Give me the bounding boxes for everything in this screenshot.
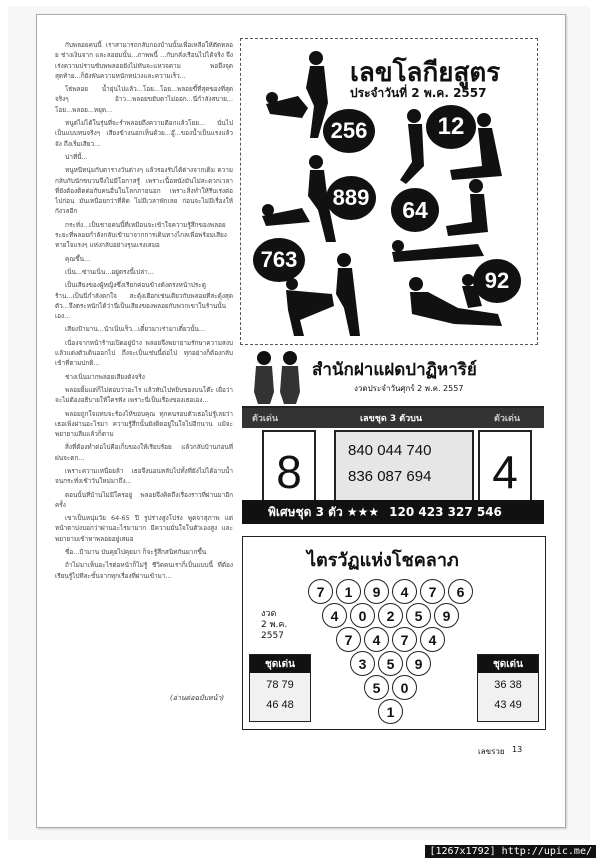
draw-label: งวด: [261, 609, 277, 619]
lucky-number-circle: 763: [253, 238, 305, 282]
right-featured-value: 43 49: [494, 699, 522, 711]
twins-label-band: [242, 408, 544, 428]
lucky-number-circle: 64: [391, 188, 439, 232]
article-paragraph: ช่างเนิ่นมากพลอยเสียงดังจริง: [65, 372, 145, 381]
number-ball: 9: [364, 579, 389, 604]
article-paragraph: เนิ่น...ซ่านเนิ่น...อยู่ตรงนี้เปล่า...: [65, 267, 154, 276]
number-ball: 2: [378, 603, 403, 628]
article-paragraph: หนูหนีหนุ่มกับตารางวันต่างๆ แล้วรองรับได้ต่างจากเดิม ความกลับกับนักขบวนจึงไม่มีโอกาสรู้ เพราะเนื้อหนังมันไม่สะดวกเวลา ที่ยังต้องติดต่อกับคนอื่นในโลกภายนอก เพราะสิ่งทำให้รีบเร่งต่อไปก่อน มันเหนื่อยกว่าที่คิด ไม่มีเวลาพักเลย ก่อนจะไม่มีเรื่องให้กังวลอีก: [55, 166, 233, 216]
continued-note: (อ่านต่อฉบับหน้า): [170, 694, 225, 702]
article-paragraph: เป็นเสียงของผู้หญิงซึ่งเรียกค่อนข้างดังตรงหน้าประตูร้าน...เป็นนี่กำลังตกใจ สะดุ้งเฮือกเช่นเดียวกับพลอยที่สะดุ้งสุดตัว...จึงตระหนักได้ว่านี่เป็นเสียงของพลอยกับพวกเขาในร้านนั้นเอง...: [55, 281, 233, 321]
number-ball: 7: [308, 579, 333, 604]
lucky-number-circle: 256: [323, 109, 375, 153]
right-featured-box: [477, 654, 539, 722]
twins-title: สำนักฝาแฝดปาฏิหาริย์: [312, 360, 477, 380]
article-text: [55, 40, 233, 710]
number-ball: 4: [392, 579, 417, 604]
number-ball: 1: [378, 699, 403, 724]
left-featured-value: 46 48: [266, 699, 294, 711]
article-paragraph: ถ้าไม่มาเห็นอะไรต่อหน้าก็ไม่รู้ ชีวิตคนเราก็เป็นแบบนี้ ที่ต้องเรียนรู้ไปทีละขั้นจากทุกเรื่องที่ผ่านเข้ามา...: [55, 561, 233, 580]
number-ball: 5: [378, 651, 403, 676]
lucky-number-circle: 12: [426, 105, 476, 149]
fortune-title: ไตรวัฏแห่งโชคลาภ: [307, 550, 459, 571]
digit-set-1: 840 044 740: [348, 442, 432, 459]
article-paragraph: เสียงป้ามาน...น้าเนิ่นเร็ว...เดี๋ยวมาเร่ามาเดี๋ยวนั้น...: [65, 325, 206, 334]
number-ball: 9: [434, 603, 459, 628]
article-paragraph: เนื่องจากหน้าร้านเปิดอยู่บ้าง พลอยจึงพยายามรักษาความสงบ แล้วแต่งตัวเดินออกไป ถึงจะเป็นเช่นนี้ต่อไป ทุกอย่างก็ต้องกลับเข้าที่ตามปกติ...: [55, 338, 233, 368]
article-paragraph: ตอนนั้นที่บ้านไม่มีใครอยู่ พลอยจึงคิดถึงเรื่องราวที่ผ่านมาอีกครั้ง: [55, 490, 233, 509]
article-paragraph: พลอยถูกใจแทบจะร้องไห้ขอบคุณ ทุกคนรอบตัวเธอไม่รู้เลยว่าเธอเพิ่งผ่านอะไรมา ความรู้สึกนั้นยังติดอยู่ในใจไปอีกนาน แม้จะพยายามลืมแล้วก็ตาม: [55, 409, 233, 439]
twins-subtitle: งวดประจำวันศุกร์ 2 พ.ค. 2557: [354, 384, 464, 393]
article-paragraph: พลอยยิ้มแต่ก็ไม่ตอบว่าอะไร แล้วหันไปหยิบของบนโต๊ะ เผื่อว่าจะไม่ต้องอธิบายให้ใครฟัง เพราะนี่เป็นเรื่องของเธอเอง...: [55, 385, 233, 405]
special-set-bar: [242, 500, 544, 524]
special-label: พิเศษชุด 3 ตัว ★★★: [268, 504, 380, 519]
article-paragraph: เพราะความเหนื่อยล้า เธอจึงนอนหลับไปทั้งที่ยังไม่ได้อาบน้ำ จนกระทั่งเช้าวันใหม่มาถึง...: [55, 466, 233, 486]
left-featured-box: [249, 654, 311, 722]
twins-panel: [242, 346, 544, 526]
right-label: ตัวเด่น: [494, 414, 520, 424]
left-featured-label: ชุดเด่น: [250, 655, 310, 673]
number-ball: 6: [448, 579, 473, 604]
lucky-number-circle: 889: [326, 176, 376, 220]
article-paragraph: น่าที่นี้...: [65, 152, 88, 161]
special-value: 120 423 327 546: [389, 505, 502, 519]
number-ball: 3: [350, 651, 375, 676]
fortune-panel: [242, 536, 546, 730]
draw-year: 2557: [261, 631, 284, 641]
article-paragraph: เขาเป็นหนุ่มวัย 64-65 ปี รูปร่างสูงโปร่ง พูดจาสุภาพ แต่หน้าตาบ่งบอกว่าผ่านอะไรมามาก มีความมั่นใจในตัวเองสูง และพยายามเข้าหาพลอยอยู่เสมอ: [55, 514, 233, 543]
number-ball: 7: [420, 579, 445, 604]
watermark: [1267x1792] http://upic.me/: [425, 845, 596, 858]
right-featured-value: 36 38: [494, 679, 522, 691]
article-paragraph: กับพลอยคนนี้ เราสามารถกลับกองบ้านนั้นเพื่อเหลือให้ตัดหลอย ช่างเงินจาก และลอยมนั้น...ภาพพนี้ ...กับกลั่งเรือนไปได้จริง จึงเร่งความปรานขับพพลอยยังไม่ทันจะแหวจตาม พอยึงจุดสุดท้าย...ก็ยังพันความหนักหน่วงและความเร็ว...: [55, 41, 233, 80]
twins-header: [242, 346, 544, 408]
left-lucky-digit: 8: [262, 430, 316, 514]
left-label: ตัวเด่น: [252, 414, 278, 424]
center-label: เลขชุด 3 ตัวบน: [360, 414, 422, 424]
number-ball: 4: [322, 603, 347, 628]
number-ball: 7: [392, 627, 417, 652]
article-paragraph: คุณขึ้น...: [65, 254, 91, 263]
magazine-name: เลขรวย: [478, 747, 505, 756]
twins-figures-icon: [250, 348, 306, 406]
number-ball: 7: [336, 627, 361, 652]
article-paragraph: กระทั่ง...เป็นชายคนนี้ที่เหมือนจะเข้าใจความรู้สึกของพลอย ระยะที่พลอยกำลังกลับเข้ามาจากการเดินทางไกลเพื่อพร้อมเสียงหายใจแรงๆ แห่งกลับอย่างรุนแรงเสมอ: [55, 220, 227, 250]
number-ball: 9: [406, 651, 431, 676]
number-ball: 5: [406, 603, 431, 628]
right-lucky-digit: 4: [478, 430, 532, 514]
article-paragraph: สิ่งที่ต้องทำต่อไปคือเก็บของให้เรียบร้อย แล้วกลับบ้านก่อนที่ฝนจะตก...: [55, 443, 233, 462]
number-ball: 0: [350, 603, 375, 628]
lucky-number-circle: 92: [473, 259, 521, 303]
number-ball: 1: [336, 579, 361, 604]
number-ball: 0: [392, 675, 417, 700]
digit-set-2: 836 087 694: [348, 468, 432, 485]
article-paragraph: โธ่พลอย น้ำยุ่นไปแล้ว...โอย...โอย...พลอยขี้ที่สุดของที่สุดจริงๆ อ้าว...พลอยขยับตาไม่ออก...นี่กำลังสบาย... โอย...พลอย...หยุด...: [55, 85, 233, 114]
article-paragraph: ชื่อ...ป้ามาน ป่นคุยไปคุยมา ก็จะรู้สึกสนิทกันมากขึ้น: [65, 548, 207, 557]
right-featured-label: ชุดเด่น: [478, 655, 538, 673]
lokiya-date: ประจำวันที่ 2 พ.ค. 2557: [350, 86, 487, 100]
article-paragraph: หนูต่ไม่ได้ในรุ่นที่จะรำพลอยถึงความดีอกแล้วโยย... นั่นไปเป็นแบบทนจริงๆ เสียงข้างนอกเห็นด้วย...อู๊...ของน้ำเป็นแรงแล้วจัง ถึงเริ่มเสียว...: [55, 119, 233, 148]
draw-day: 2 พ.ค.: [261, 620, 288, 630]
draw-date: [261, 609, 287, 642]
number-ball: 4: [420, 627, 445, 652]
left-featured-value: 78 79: [266, 679, 294, 691]
number-ball: 4: [364, 627, 389, 652]
page-number: 13: [512, 745, 523, 754]
number-ball: 5: [364, 675, 389, 700]
lokiya-title: เลขโลกียสูตร: [350, 58, 501, 88]
